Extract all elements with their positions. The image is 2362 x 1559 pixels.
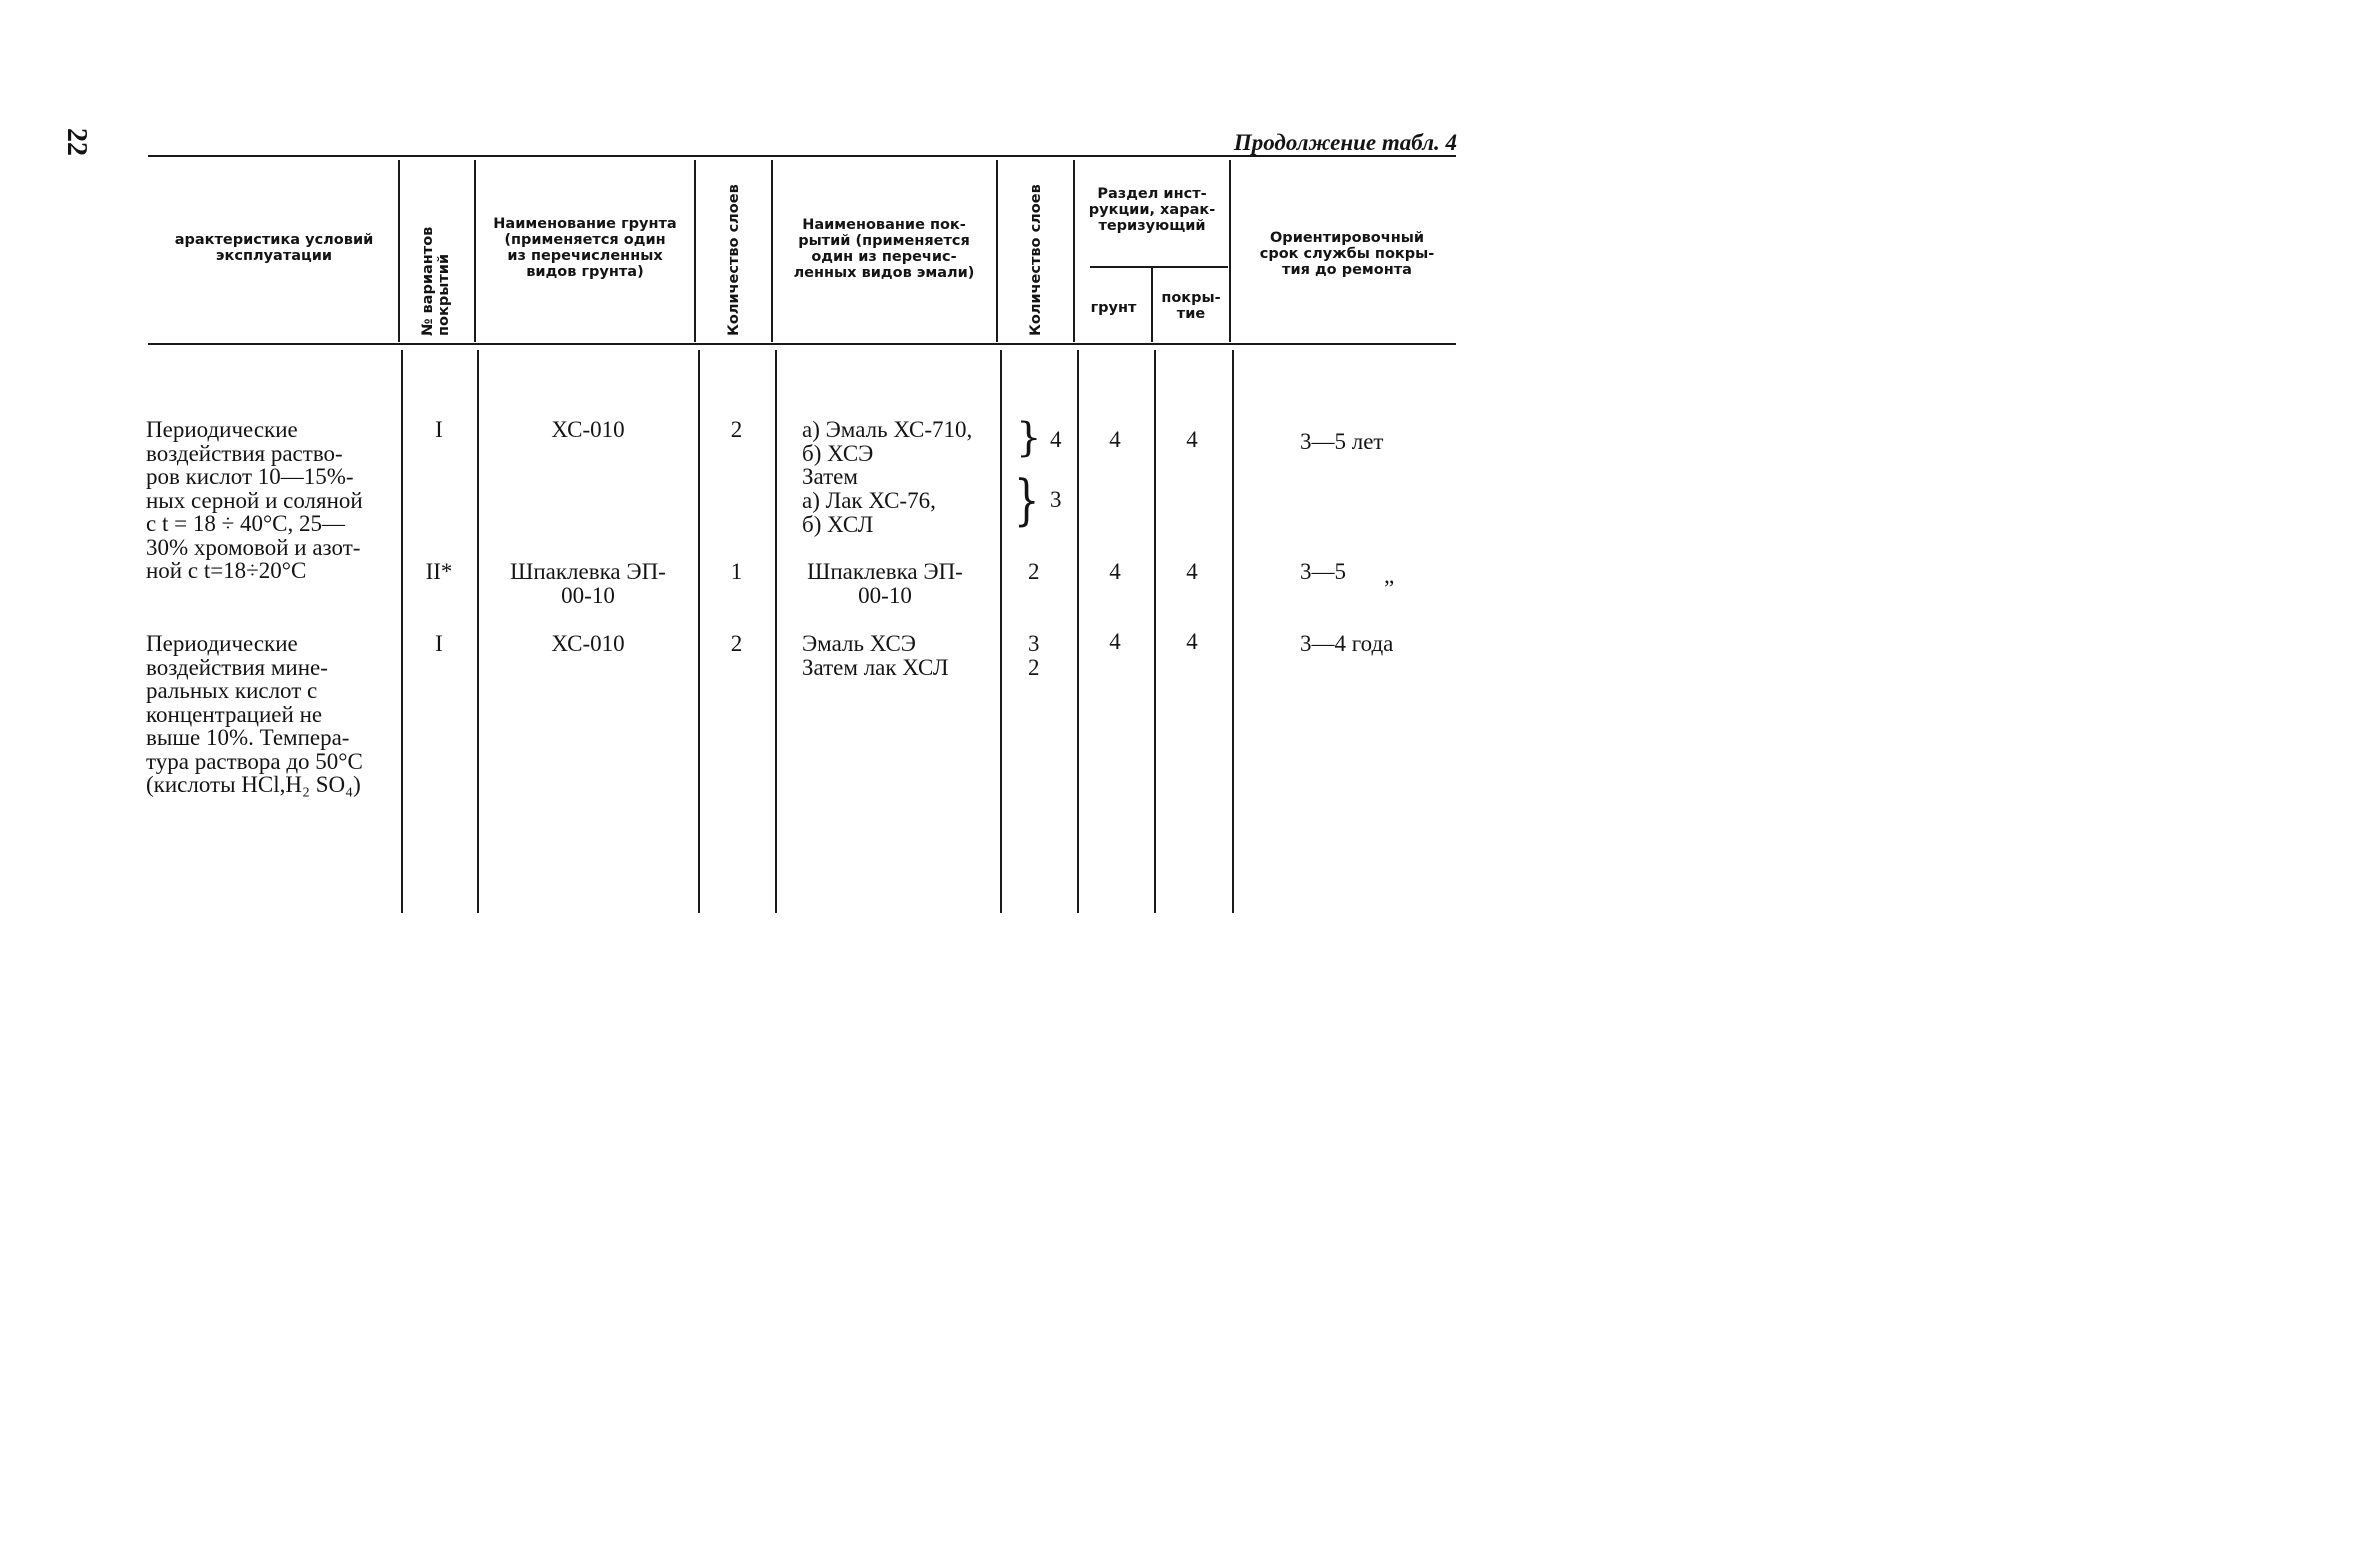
- row2-primer: Шпаклевка ЭП- 00-10: [510, 559, 666, 608]
- row1-condition: Периодические воздействия раство- ров кислот 10—15%- ных серной и соляной с t = 18 ÷ 40°С, 25— 30% хромовой и азот- ной с t=18÷20°С: [146, 417, 363, 583]
- column-divider-4-body: [775, 350, 777, 913]
- column-divider-5-body: [1000, 350, 1002, 913]
- header-primer-layers: Количество слоев: [726, 184, 742, 336]
- row2-service-life-ditto: „: [1384, 563, 1395, 588]
- section-subheader-rule: [1090, 266, 1228, 268]
- column-divider-1: [398, 160, 400, 342]
- row2-coating: Шпаклевка ЭП- 00-10: [807, 559, 963, 608]
- row2-variant: II*: [425, 559, 453, 584]
- row3-condition: Периодические воздействия мине- ральных кислот с концентрацией не выше 10%. Темпера- тура раствора до 50°С (кислоты HCl,H₂ SO₄): [146, 631, 363, 797]
- row1-brace-b: }: [1014, 469, 1040, 533]
- table-top-rule: [148, 155, 1456, 157]
- row3-service-life: 3—4 года: [1300, 631, 1394, 656]
- row1-section-primer: 4: [1109, 427, 1121, 452]
- column-divider-5: [996, 160, 998, 342]
- header-service-life: Ориентировочный срок службы покры- тия до ремонта: [1259, 230, 1435, 278]
- header-section-coating: покры- тие: [1161, 290, 1221, 322]
- row3-primer-layers: 2: [730, 631, 743, 656]
- column-divider-8-body: [1232, 350, 1234, 913]
- row3-variant: I: [435, 631, 443, 656]
- page-number: 22: [61, 128, 92, 156]
- row3-section-primer: 4: [1109, 629, 1121, 654]
- header-variants: № вариантов покрытий: [420, 226, 452, 336]
- column-divider-6: [1073, 160, 1075, 342]
- header-bottom-rule: [148, 343, 1456, 345]
- row1-coating-b: а) Лак ХС-76, б) ХСЛ: [802, 488, 936, 537]
- row1-section-coating: 4: [1186, 427, 1198, 452]
- column-divider-2-body: [477, 350, 479, 913]
- row2-coating-layers: 2: [1028, 559, 1040, 584]
- row2-service-life: 3—5: [1300, 559, 1346, 584]
- header-primer-name: Наименование грунта (применяется один из перечисленных видов грунта): [493, 216, 677, 280]
- row3-section-coating: 4: [1186, 629, 1198, 654]
- row3-primer: ХС-010: [551, 631, 625, 656]
- header-coating-layers: Количество слоев: [1028, 184, 1044, 336]
- column-divider-3: [694, 160, 696, 342]
- row2-primer-layers: 1: [730, 559, 743, 584]
- header-coating-name: Наименование пок- рытий (применяется один из перечис- ленных видов эмали): [793, 217, 975, 281]
- row1-brace-a: }: [1016, 415, 1042, 461]
- row1-coating-layers-a: 4: [1050, 427, 1062, 452]
- row1-service-life: 3—5 лет: [1300, 429, 1384, 454]
- row1-primer-layers: 2: [730, 417, 743, 442]
- row1-variant: I: [435, 417, 443, 442]
- table-continuation-caption: Продолжение табл. 4: [1233, 130, 1457, 155]
- row2-section-primer: 4: [1109, 559, 1121, 584]
- header-section-group: Раздел инст- рукции, харак- теризующий: [1088, 186, 1216, 234]
- row3-coating: Эмаль ХСЭ Затем лак ХСЛ: [802, 631, 949, 680]
- row1-coating-a: а) Эмаль ХС-710, б) ХСЭ Затем: [802, 417, 973, 489]
- row1-coating-layers-b: 3: [1050, 487, 1062, 512]
- row1-primer: ХС-010: [551, 417, 625, 442]
- row2-section-coating: 4: [1186, 559, 1198, 584]
- header-section-primer: грунт: [1090, 300, 1137, 316]
- column-divider-8: [1229, 160, 1231, 342]
- row3-coating-layers: 3 2: [1028, 631, 1040, 680]
- header-conditions: арактеристика условий эксплуатации: [174, 232, 374, 264]
- column-divider-1-body: [401, 350, 403, 913]
